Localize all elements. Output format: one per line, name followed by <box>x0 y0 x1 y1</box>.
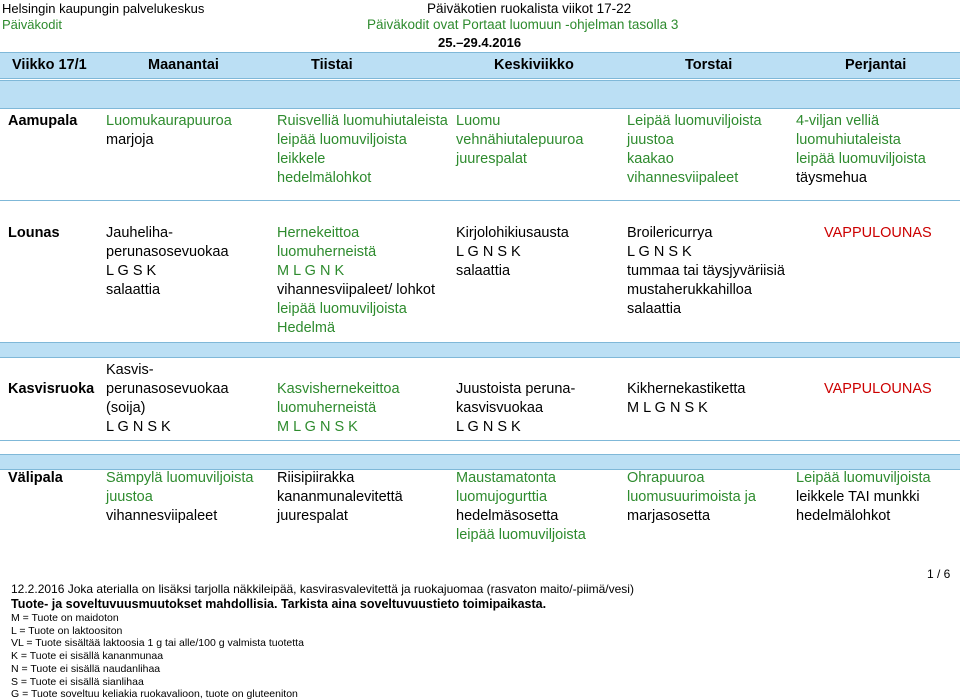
menu-line: vehnähiutalepuuroa <box>456 132 584 148</box>
footer-note: 12.2.2016 Joka aterialla on lisäksi tarjolla näkkileipää, kasvirasvalevitettä ja ruokajuomaa (rasvaton maito/-piimä/vesi) <box>11 582 634 596</box>
menu-line: mustaherukkahilloa <box>627 282 752 298</box>
row-separator-band <box>0 80 960 108</box>
table-rule <box>0 454 960 455</box>
meal-row-kasvisruoka <box>0 361 960 449</box>
menu-line: 4-viljan velliä <box>796 113 880 129</box>
menu-line: Hernekeittoa <box>277 225 360 241</box>
table-rule <box>0 80 960 81</box>
day-header-0: Viikko 17/1 <box>12 57 87 73</box>
legend-line: K = Tuote ei sisällä kananmunaa <box>11 650 164 663</box>
menu-cell <box>277 224 435 338</box>
menu-cell <box>796 112 926 188</box>
department: Päiväkodit <box>2 17 62 32</box>
menu-line: L G S K <box>106 263 157 279</box>
menu-line: Kasvishernekeittoa <box>277 381 400 397</box>
menu-line: kaakao <box>627 151 674 167</box>
menu-line: leikkele TAI munkki <box>796 489 920 505</box>
menu-line: vihannesviipaleet <box>627 170 739 186</box>
menu-line: luomuherneistä <box>277 244 377 260</box>
menu-line: Leipää luomuviljoista <box>796 470 931 486</box>
menu-line: Jauheliha- <box>106 225 173 241</box>
menu-cell <box>106 112 232 150</box>
menu-line: L G N S K <box>456 419 521 435</box>
menu-line: (soija) <box>106 400 146 416</box>
menu-cell <box>277 380 400 437</box>
menu-line: Ruisvelliä luomuhiutaleista <box>277 113 448 129</box>
day-header-row <box>0 52 960 79</box>
menu-line: Kirjolohikiusausta <box>456 225 569 241</box>
meal-row-välipala <box>0 469 960 567</box>
menu-cell <box>456 469 586 545</box>
menu-cell <box>796 469 931 526</box>
menu-cell <box>456 380 575 437</box>
meal-row-aamupala <box>0 112 960 200</box>
menu-line: marjasosetta <box>627 508 711 524</box>
menu-cell <box>277 112 448 188</box>
legend-line: M = Tuote on maidoton <box>11 612 119 624</box>
document-title: Päiväkotien ruokalista viikot 17-22 <box>427 1 632 16</box>
legend-line: G = Tuote soveltuu keliakia ruokavalioon, tuote on gluteeniton <box>11 688 298 700</box>
menu-line: Luomukaurapuuroa <box>106 113 232 129</box>
menu-line: Kasvis- <box>106 362 154 378</box>
menu-cell <box>627 224 785 319</box>
menu-cell <box>824 380 932 399</box>
meal-label: Välipala <box>8 470 63 486</box>
menu-cell <box>627 112 762 188</box>
menu-cell <box>627 469 756 526</box>
menu-line: Sämpylä luomuviljoista <box>106 470 254 486</box>
menu-line: juustoa <box>627 132 674 148</box>
day-header-1: Maanantai <box>148 57 219 73</box>
menu-line: luomuhiutaleista <box>796 132 901 148</box>
meal-row-lounas <box>0 224 960 342</box>
table-rule <box>0 357 960 358</box>
menu-line: Riisipiirakka <box>277 470 355 486</box>
org-name: Helsingin kaupungin palvelukeskus <box>2 1 205 16</box>
meal-label: Kasvisruoka <box>8 381 95 397</box>
date-range: 25.–29.4.2016 <box>438 35 522 50</box>
menu-line: M L G N S K <box>277 419 358 435</box>
table-rule <box>0 108 960 109</box>
legend-line: N = Tuote ei sisällä naudanlihaa <box>11 662 161 675</box>
menu-line: marjoja <box>106 132 154 148</box>
day-header-4: Torstai <box>685 57 733 73</box>
row-separator-band <box>0 342 960 357</box>
menu-line: leipää luomuviljoista <box>277 301 407 317</box>
menu-line: hedelmälohkot <box>796 508 891 524</box>
legend-line: L = Tuote on laktoositon <box>11 624 123 637</box>
menu-line: leipää luomuviljoista <box>796 151 926 167</box>
menu-line: Hedelmä <box>277 320 336 336</box>
menu-line: hedelmäsosetta <box>456 508 559 524</box>
menu-line: täysmehua <box>796 170 867 186</box>
footer-warning: Tuote- ja soveltuvuusmuutokset mahdollisia. Tarkista aina soveltuvuustieto toimipaikasta. <box>11 597 547 611</box>
legend-line: VL = Tuote sisältää laktoosia 1 g tai alle/100 g valmista tuotetta <box>11 637 304 650</box>
menu-line: luomuherneistä <box>277 400 377 416</box>
menu-line: salaattia <box>106 282 161 298</box>
menu-line: perunasosevuokaa <box>106 244 229 260</box>
menu-cell <box>277 469 403 526</box>
menu-line: luomusuurimoista ja <box>627 489 756 505</box>
legend-line: S = Tuote ei sisällä sianlihaa <box>11 675 144 688</box>
menu-line: VAPPULOUNAS <box>824 381 932 397</box>
day-header-2: Tiistai <box>311 57 353 73</box>
meal-label: Lounas <box>8 225 60 241</box>
day-header-3: Keskiviikko <box>494 57 574 73</box>
menu-line: vihannesviipaleet/ lohkot <box>277 282 435 298</box>
menu-line: Maustamatonta <box>456 470 556 486</box>
menu-line: M L G N S K <box>627 400 708 416</box>
document-subtitle: Päiväkodit ovat Portaat luomuun -ohjelman tasolla 3 <box>367 17 679 32</box>
menu-cell <box>106 224 229 300</box>
menu-line: M L G N K <box>277 263 345 279</box>
menu-line: tummaa tai täysjyväriisiä <box>627 263 785 279</box>
menu-line: perunasosevuokaa <box>106 381 229 397</box>
menu-line: vihannesviipaleet <box>106 508 218 524</box>
menu-line: Ohrapuuroa <box>627 470 705 486</box>
menu-line: Leipää luomuviljoista <box>627 113 762 129</box>
menu-line: salaattia <box>627 301 682 317</box>
menu-line: L G N S K <box>627 244 692 260</box>
menu-line: kasvisvuokaa <box>456 400 544 416</box>
menu-line: VAPPULOUNAS <box>824 225 932 241</box>
menu-cell <box>106 361 229 437</box>
menu-cell <box>824 224 932 243</box>
menu-line: juurespalat <box>277 508 348 524</box>
menu-cell <box>456 224 569 281</box>
menu-line: Luomu <box>456 113 501 129</box>
menu-cell <box>627 380 745 418</box>
table-rule <box>0 342 960 343</box>
meal-label: Aamupala <box>8 113 78 129</box>
menu-line: salaattia <box>456 263 511 279</box>
menu-line: Kikhernekastiketta <box>627 381 746 397</box>
menu-line: kananmunalevitettä <box>277 489 403 505</box>
page-number: 1 / 6 <box>927 567 951 581</box>
menu-line: leipää luomuviljoista <box>456 527 586 543</box>
menu-line: Broilericurrya <box>627 225 713 241</box>
table-rule <box>0 200 960 201</box>
menu-line: L G N S K <box>456 244 521 260</box>
menu-line: hedelmälohkot <box>277 170 372 186</box>
menu-line: L G N S K <box>106 419 171 435</box>
day-header-5: Perjantai <box>845 57 907 73</box>
menu-line: Juustoista peruna- <box>456 381 576 397</box>
menu-line: juustoa <box>106 489 153 505</box>
menu-cell <box>106 469 253 526</box>
menu-line: luomujogurttia <box>456 489 548 505</box>
menu-cell <box>456 112 583 169</box>
menu-line: juurespalat <box>456 151 527 167</box>
menu-line: leipää luomuviljoista <box>277 132 407 148</box>
row-separator-band <box>0 454 960 469</box>
menu-line: leikkele <box>277 151 326 167</box>
